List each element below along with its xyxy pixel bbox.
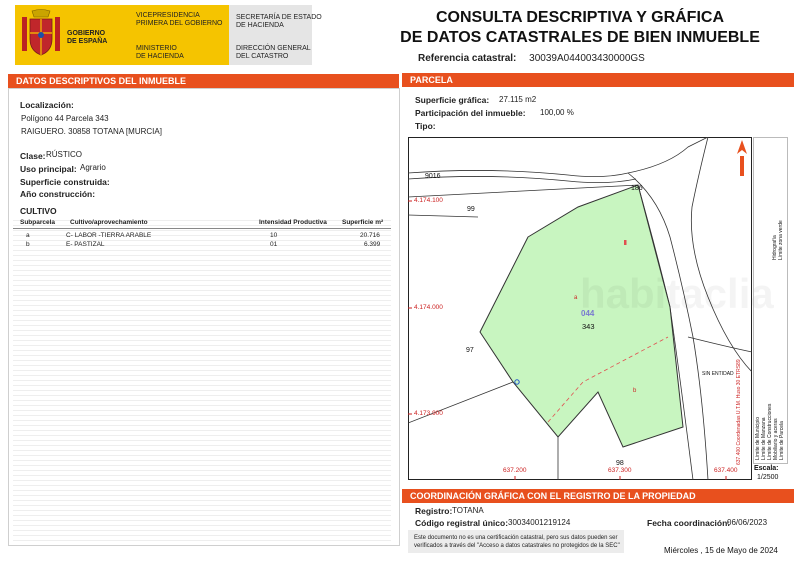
row-b-intensidad: 01	[270, 241, 278, 248]
gov-label: GOBIERNO DE ESPAÑA	[67, 30, 108, 45]
cultivo-heading: CULTIVO	[20, 206, 57, 216]
codigo-registral-value: 30034001219124	[508, 518, 571, 527]
document-date: Miércoles , 15 de Mayo de 2024	[664, 546, 778, 555]
col-intensidad: Intensidad Productiva	[259, 219, 327, 226]
row-a-cultivo: C- LABOR -TIERRA ARABLE	[66, 232, 152, 239]
label-186: 186	[631, 185, 643, 192]
legend-coordinates: 637.400 Coordenadas U.T.M. Huso 30 ETRS89	[736, 359, 742, 465]
cultivo-header-divider	[13, 228, 391, 229]
coord-y-3: 4.173.900	[414, 410, 443, 417]
label-9016: 9016	[425, 173, 441, 180]
secretaria-label: SECRETARÍA DE ESTADO DE HACIENDA	[236, 14, 322, 29]
row-b-cultivo: E- PASTIZAL	[66, 241, 105, 248]
coord-x-1: 637.200	[503, 467, 527, 474]
datos-heading-bar	[8, 74, 399, 88]
legend-hidrografia: Hidrografía	[772, 235, 778, 260]
subparcel-b-label: b	[633, 388, 637, 394]
legend-construcciones: Límite de Construcciones	[767, 403, 773, 460]
superficie-construida-label: Superficie construida:	[20, 177, 110, 187]
coord-y-2: 4.174.000	[414, 304, 443, 311]
registro-value: TOTANA	[452, 506, 484, 515]
referencia-value: 30039A044003430000GS	[529, 53, 645, 64]
parcela-heading: PARCELA	[410, 75, 453, 85]
coord-y-1: 4.174.100	[414, 197, 443, 204]
legend-manzana: Límite de Manzana	[761, 417, 767, 460]
codigo-registral-label: Código registral único:	[415, 518, 509, 528]
label-97: 97	[466, 347, 474, 354]
fecha-coordinacion-label: Fecha coordinación:	[647, 518, 731, 528]
legend-parcela: Límite de Parcela	[779, 421, 785, 460]
cultivo-table	[13, 216, 391, 542]
watermark	[580, 270, 774, 318]
document-title: CONSULTA DESCRIPTIVA Y GRÁFICA DE DATOS CATASTRALES DE BIEN INMUEBLE	[400, 9, 760, 46]
col-superficie: Superficie m²	[342, 219, 384, 226]
participacion-value: 100,00 %	[540, 108, 574, 117]
parcel-code-label: 044	[581, 309, 595, 318]
fecha-coordinacion-value: 06/06/2023	[727, 518, 768, 527]
registro-label: Registro:	[415, 506, 453, 516]
direccion-label: DIRECCIÓN GENERAL DEL CATASTRO	[236, 45, 311, 60]
localizacion-line2: RAIGUERO. 30858 TOTANA [MURCIA]	[21, 127, 162, 136]
row-a-intensidad: 10	[270, 232, 278, 239]
legend-zona-verde: Límite zona verde	[778, 220, 784, 260]
coord-x-2: 637.300	[608, 467, 632, 474]
row-a-sub: a	[26, 232, 30, 239]
clase-label: Clase:	[20, 151, 46, 161]
legend-municipio: Límite de Municipio	[755, 416, 761, 460]
clase-value: RÚSTICO	[46, 150, 82, 159]
tipo-label: Tipo:	[415, 121, 436, 131]
referencia-label: Referencia catastral:	[418, 53, 517, 64]
disclaimer-text: Este documento no es una certificación catastral, pero sus datos pueden ser verificados a través del "Acceso a datos catastrales no protegidos de la SEC"	[414, 535, 620, 549]
col-cultivo: Cultivo/aprovechamiento	[70, 219, 148, 226]
row-b-sub: b	[26, 241, 30, 248]
superficie-grafica-label: Superficie gráfica:	[415, 95, 490, 105]
label-98: 98	[616, 460, 624, 467]
registro-heading-bar	[402, 489, 794, 503]
superficie-grafica-value: 27.115 m2	[499, 95, 537, 104]
uso-value: Agrario	[80, 163, 106, 172]
scale-value: 1/2500	[757, 474, 779, 481]
localizacion-label: Localización:	[20, 100, 74, 110]
parcel-number-label: 343	[582, 322, 595, 331]
label-99: 99	[467, 206, 475, 213]
referencia-catastral	[418, 53, 645, 64]
legend-mobiliario: Mobiliario y aceras	[773, 418, 779, 460]
coat-of-arms-icon	[20, 9, 62, 61]
legend-items-2	[772, 160, 784, 260]
ministerio-label: MINISTERIO DE HACIENDA	[136, 45, 184, 60]
north-arrow-icon	[735, 140, 749, 180]
uso-label: Uso principal:	[20, 164, 77, 174]
marker-icon	[624, 240, 627, 245]
vicepresidencia-label: VICEPRESIDENCIA PRIMERA DEL GOBIERNO	[136, 12, 223, 27]
localizacion-line1: Polígono 44 Parcela 343	[21, 114, 109, 123]
scale-label: Escala:	[754, 465, 779, 472]
subparcel-a-label: a	[574, 295, 578, 301]
row-b-superficie: 6.399	[364, 241, 381, 248]
coord-x-3: 637.400	[714, 467, 738, 474]
col-subparcela: Subparcela	[20, 219, 56, 226]
row-a-superficie: 20.716	[360, 232, 380, 239]
anio-construccion-label: Año construcción:	[20, 189, 96, 199]
participacion-label: Participación del inmueble:	[415, 108, 526, 118]
registro-heading: COORDINACIÓN GRÁFICA CON EL REGISTRO DE LA PROPIEDAD	[410, 491, 696, 501]
sin-entidad-label: SIN ENTIDAD	[702, 371, 734, 377]
parcela-heading-bar	[402, 73, 794, 87]
datos-heading: DATOS DESCRIPTIVOS DEL INMUEBLE	[16, 76, 187, 86]
